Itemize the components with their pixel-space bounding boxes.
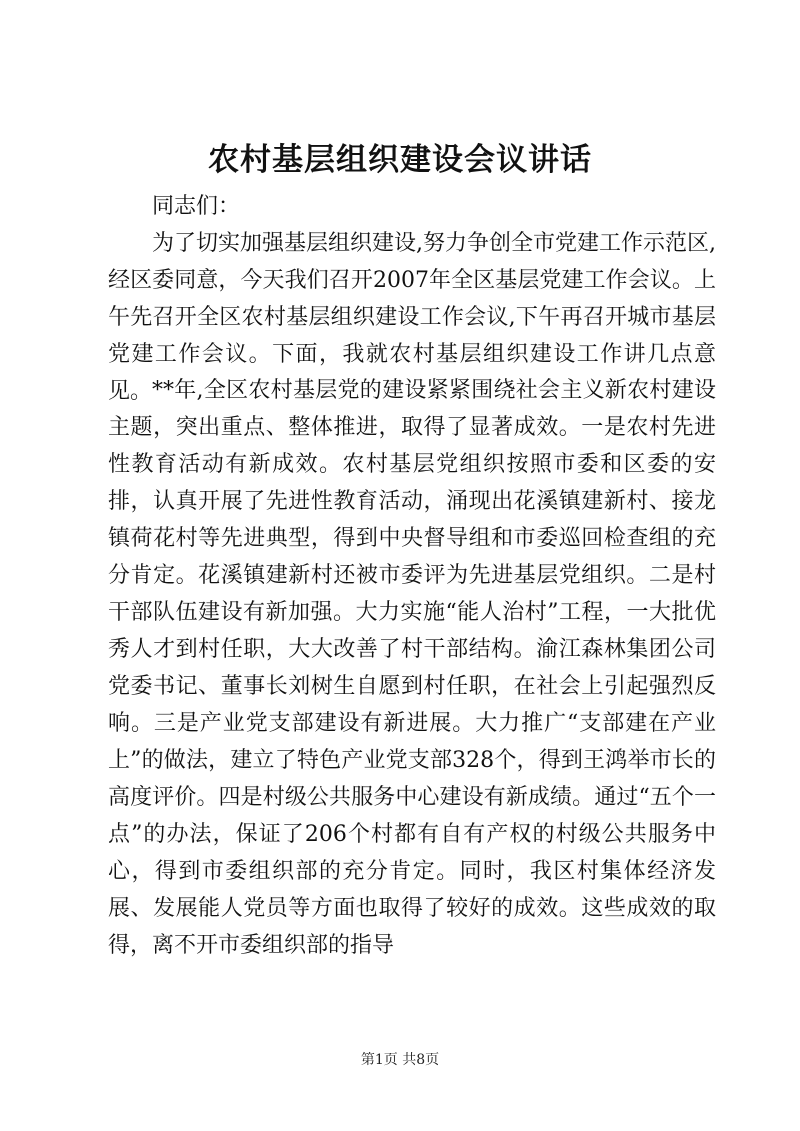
- greeting-text: 同志们：: [152, 194, 241, 219]
- paragraph-text: **年,全区农村基层党的建设紧紧围绕社会主义新农村建设主题，突出重点、整体推进，取得了显著成效。一是农村先进性教育活动有新成效。农村基层党组织按照市委和区委的安排，认真开展了先进性教育活动，涌现出花溪镇建新村、接龙镇荷花村等先进典型，得到中央督导组和市委巡回检查组的充分肯定。花溪镇建新村还被市委评为先进基层党组织。二是村干部队伍建设有新加强。大力实施“能人治村”工程，一大批优秀人才到村任职，大大改善了村干部结构。渝江森林集团公司党委书记、董事长刘树生自愿到村任职，在社会上引起强烈反响。三是产业党支部建设有新进展。大力推广“支部建在产业上”的做法，建立了特色产业党支部328个，得到王鸿举市长的高度评价。四是村级公共服务中心建设有新成绩。通过“五个一点”的办法，保证了206个村都有自有产权的村级公共服务中心，得到市委组织部的充分肯定。同时，我区村集体经济发展、发展能人党员等方面也取得了较好的成效。这些成效的取得，离不开市委组织部的指导: [108, 378, 716, 958]
- paragraph-text: 为了切实加强基层组织建设,努力争创全市党建工作示范区,经区委同意，今天我们召开2007年全区基层党建工作会议。上午先召开全区农村基层组织建设工作会议,下午再召开城市基层党建工作会议。下面，我就农村基层组织建设工作讲几点意见。: [108, 231, 716, 404]
- page-number-footer: 第1页 共8页: [360, 1052, 440, 1068]
- body-paragraph-2: [108, 372, 716, 964]
- document-title: 农村基层组织建设会议讲话: [208, 142, 592, 178]
